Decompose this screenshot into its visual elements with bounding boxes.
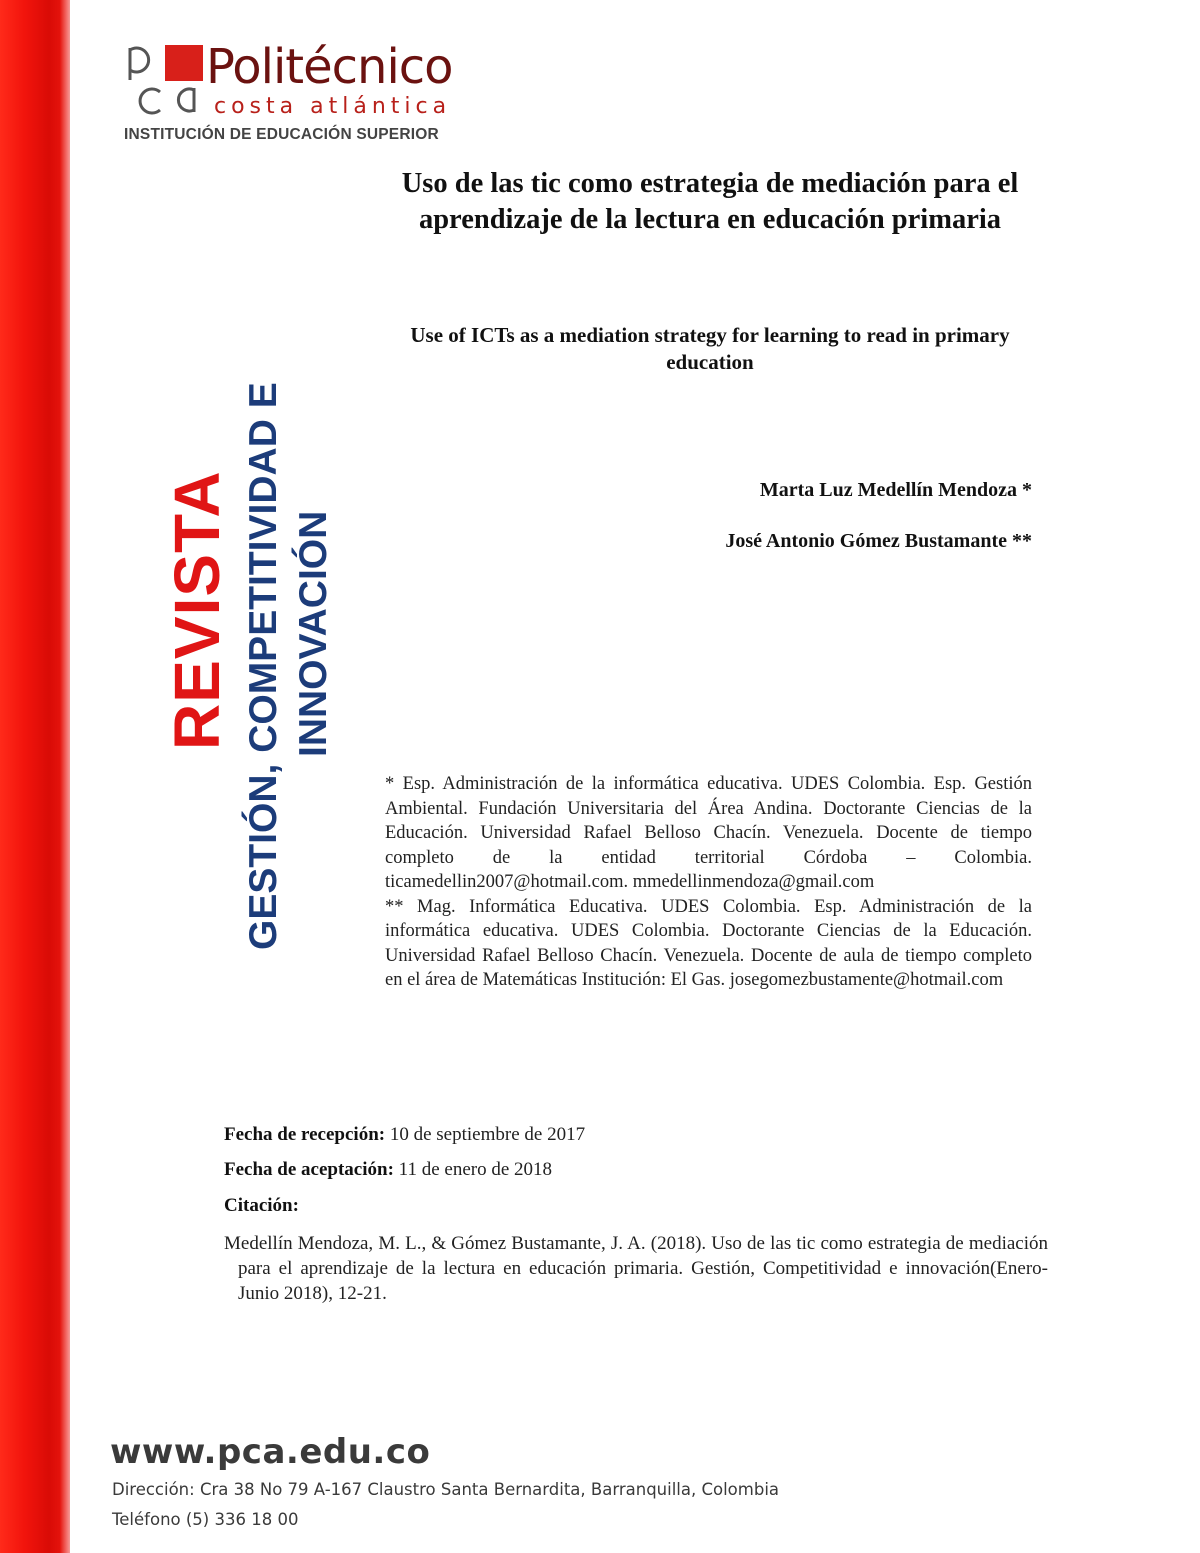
pca-logo-mark bbox=[122, 40, 210, 120]
politecnico-logo bbox=[122, 40, 462, 150]
affiliation-2: ** Mag. Informática Educativa. UDES Colombia. Esp. Administración de la informática educativa. UDES Colombia. Doctorante Ciencias de la Educación. Universidad Rafael Belloso Chacín. Venezuela. Docente de aula de tiempo completo en el área de Matemáticas Institución: El Gas. josegomezbustamente@hotmail.com bbox=[385, 896, 1032, 990]
title-english: Use of ICTs as a mediation strategy for learning to read in primary education bbox=[410, 323, 1010, 374]
acceptance-value: 11 de enero de 2018 bbox=[398, 1159, 553, 1180]
footer-phone: Teléfono (5) 336 18 00 bbox=[112, 1510, 299, 1529]
red-band-fade bbox=[52, 0, 78, 1553]
journal-revista-label: REVISTA bbox=[161, 470, 233, 750]
reception-date bbox=[224, 1122, 1034, 1147]
acceptance-label: Fecha de aceptación: bbox=[224, 1159, 394, 1180]
footer-website[interactable]: www.pca.edu.co bbox=[110, 1432, 431, 1472]
title-spanish: Uso de las tic como estrategia de mediación para el aprendizaje de la lectura en educación primaria bbox=[401, 168, 1019, 235]
affiliations bbox=[385, 772, 1032, 993]
logo-institution: INSTITUCIÓN DE EDUCACIÓN SUPERIOR bbox=[124, 126, 439, 143]
journal-vertical-title bbox=[160, 290, 400, 960]
logo-name: Politécnico bbox=[206, 39, 453, 95]
citation-heading bbox=[224, 1193, 1034, 1218]
author-1: Marta Luz Medellín Mendoza * bbox=[759, 479, 1032, 501]
journal-name-line-1: GESTIÓN, COMPETITIVIDAD E bbox=[242, 382, 285, 950]
author-2: José Antonio Gómez Bustamante ** bbox=[725, 530, 1032, 552]
affiliation-1: * Esp. Administración de la informática educativa. UDES Colombia. Esp. Gestión Ambiental. Fundación Universitaria del Área Andina. Doctorante Ciencias de la Educación. Universidad Rafael Belloso Chacín. Venezuela. Docente de tiempo completo de la entidad territorial Córdoba – Colombia. ticamedellin2007@hotmail.com. mmedellinmendoza@gmail.com bbox=[385, 774, 1032, 892]
reception-value: 10 de septiembre de 2017 bbox=[389, 1124, 586, 1145]
citation-label: Citación: bbox=[224, 1195, 299, 1216]
logo-subtitle: costa atlántica bbox=[214, 94, 452, 119]
reception-label: Fecha de recepción: bbox=[224, 1124, 386, 1145]
footer-address: Dirección: Cra 38 No 79 A-167 Claustro Santa Bernardita, Barranquilla, Colombia bbox=[112, 1480, 780, 1499]
journal-name-line-2: INNOVACIÓN bbox=[292, 510, 335, 757]
acceptance-date bbox=[224, 1157, 1034, 1182]
citation-text: Medellín Mendoza, M. L., & Gómez Bustamante, J. A. (2018). Uso de las tic como estrategia de mediación para el aprendizaje de la lectura en educación primaria. Gestión, Competitividad e innovación(Enero-Junio 2018), 12-21. bbox=[224, 1233, 1048, 1304]
